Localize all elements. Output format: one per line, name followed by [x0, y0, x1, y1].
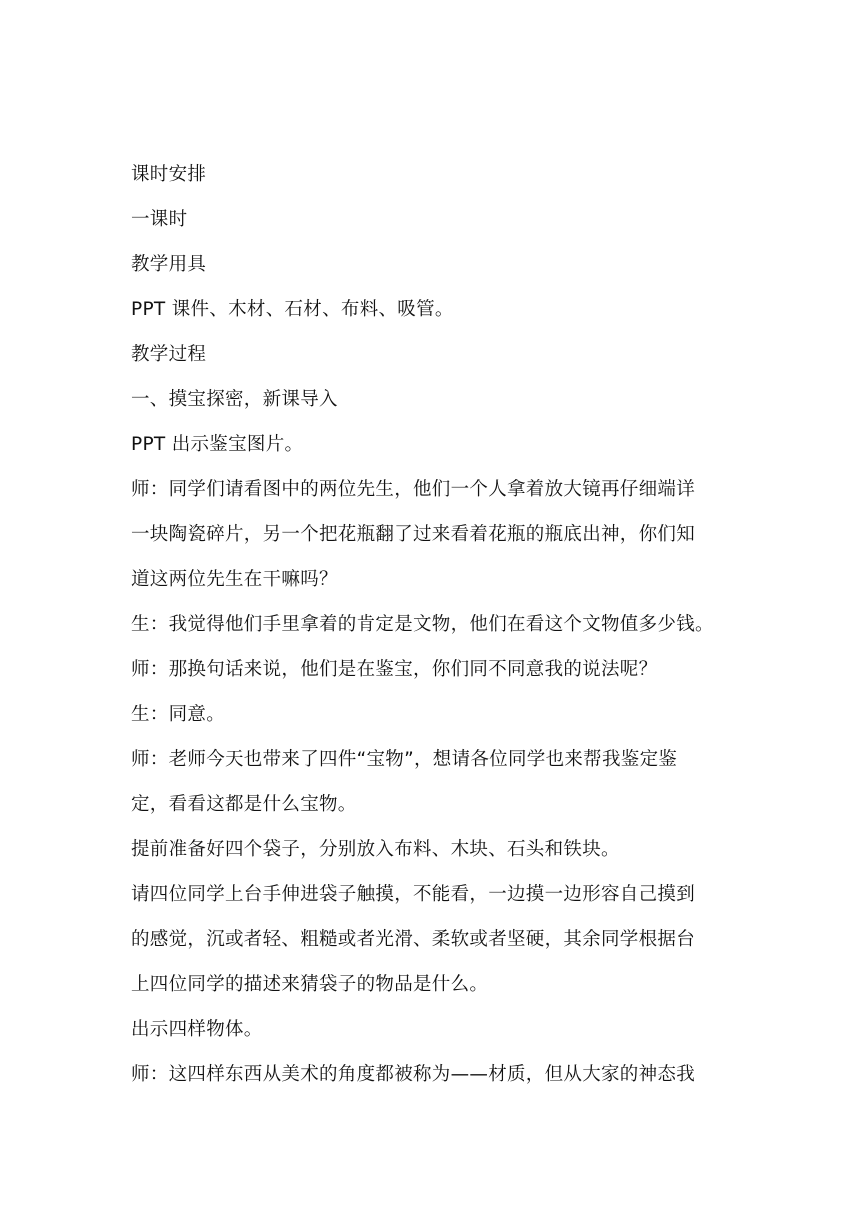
paragraph-line: 师：同学们请看图中的两位先生，他们一个人拿着放大镜再仔细端详 [131, 479, 696, 500]
paragraph-line: 道这两位先生在干嘛吗？ [131, 569, 338, 590]
paragraph-line: 师：这四样东西从美术的角度都被称为——材质，但从大家的神态我 [131, 1064, 696, 1085]
paragraph-line: 出示四样物体。 [131, 1019, 263, 1040]
paragraph-line: 定，看看这都是什么宝物。 [131, 794, 357, 815]
lesson-count-text: 一课时 [131, 209, 188, 230]
paragraph-line: 上四位同学的描述来猜袋子的物品是什么。 [131, 974, 489, 995]
paragraph-line: 师：那换句话来说，他们是在鉴宝，你们同不同意我的说法呢？ [131, 659, 658, 680]
paragraph-line: 请四位同学上台手伸进袋子触摸，不能看，一边摸一边形容自己摸到 [131, 884, 696, 905]
heading-lesson-arrangement: 课时安排 [131, 164, 207, 185]
heading-teaching-tools: 教学用具 [131, 254, 207, 275]
paragraph-line: 的感觉，沉或者轻、粗糙或者光滑、柔软或者坚硬，其余同学根据台 [131, 929, 696, 950]
paragraph-line: 一块陶瓷碎片，另一个把花瓶翻了过来看着花瓶的瓶底出神，你们知 [131, 524, 696, 545]
heading-teaching-process: 教学过程 [131, 344, 207, 365]
paragraph-line: 师：老师今天也带来了四件“宝物”，想请各位同学也来帮我鉴定鉴 [131, 749, 678, 770]
document-body [131, 152, 747, 1097]
section-heading-1: 一、摸宝探密，新课导入 [131, 389, 338, 410]
paragraph-line: 生：我觉得他们手里拿着的肯定是文物，他们在看这个文物值多少钱。 [131, 614, 714, 635]
paragraph-line: 提前准备好四个袋子，分别放入布料、木块、石头和铁块。 [131, 839, 620, 860]
paragraph-line: PPT 出示鉴宝图片。 [131, 434, 304, 455]
teaching-tools-text: PPT 课件、木材、石材、布料、吸管。 [131, 299, 454, 320]
paragraph-line: 生：同意。 [131, 704, 226, 725]
